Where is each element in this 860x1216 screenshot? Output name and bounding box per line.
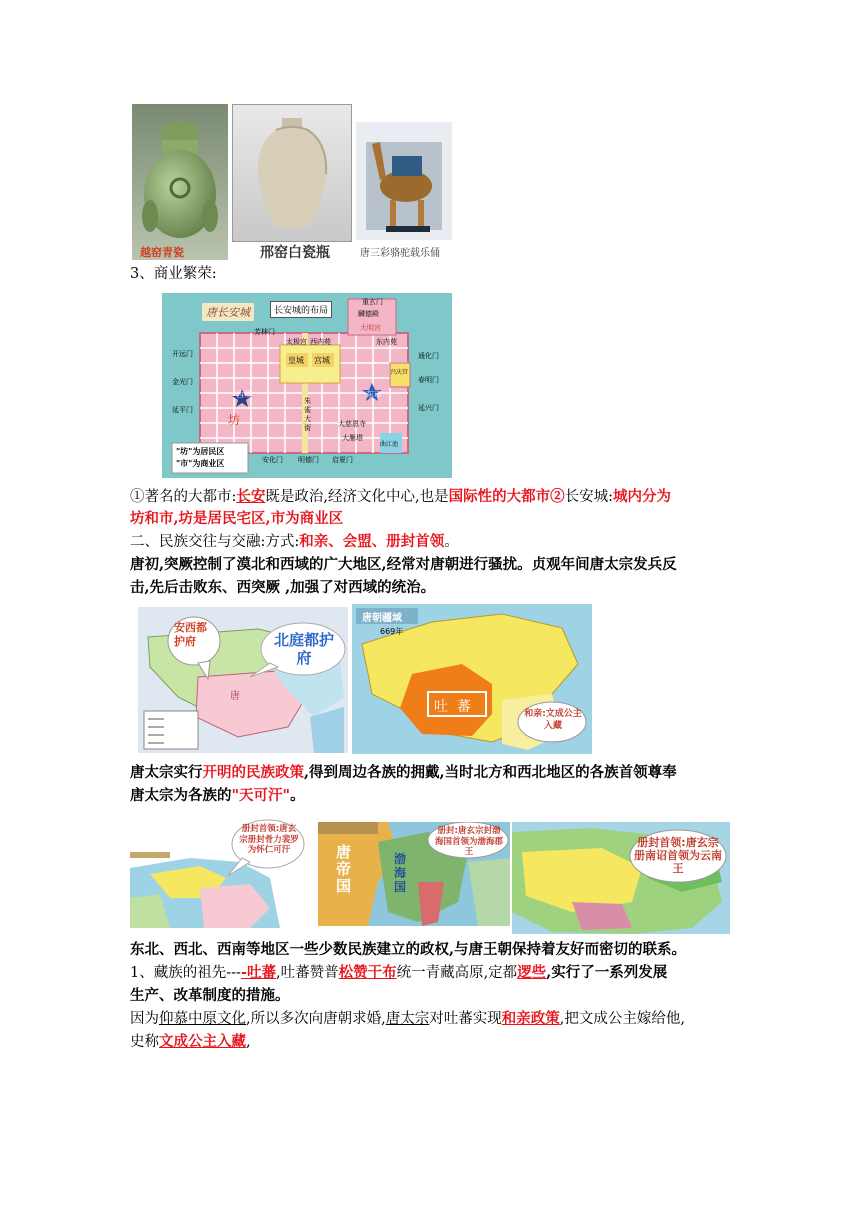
xing-kiln-caption: 邢窑白瓷瓶 xyxy=(260,245,330,261)
gate-anhua: 安化门 xyxy=(262,456,283,464)
nanzhao-bubble: 册封首领:唐玄宗册南诏首领为云南王 xyxy=(634,836,722,875)
gate-mingde: 明德门 xyxy=(298,456,319,464)
para-taizong-line1: 唐太宗实行开明的民族政策,得到周边各族的拥戴,当时北方和西北地区的各族首领尊奉 xyxy=(130,764,677,781)
gate-chunming: 春明门 xyxy=(418,376,439,384)
place-dongshi: 东市 xyxy=(366,390,382,399)
gate-jinguang: 金光门 xyxy=(172,378,193,386)
para-taizong-line2: 唐太宗为各族的"天可汗"。 xyxy=(130,787,305,804)
tang-domain-year: 669年 xyxy=(380,627,404,636)
place-xingqing: 兴庆宫 xyxy=(390,369,409,376)
para-tibet-line1: 1、藏族的祖先----吐蕃,吐蕃赞普松赞干布统一青藏高原,定都逻些,实行了一系列发展 xyxy=(130,964,668,981)
huigu-map xyxy=(130,818,312,928)
map-legend-fang: "坊"为居民区 xyxy=(176,447,225,456)
gate-tonghua: 通化门 xyxy=(418,352,439,360)
place-daci-en: 大慈恩寺 xyxy=(338,420,366,428)
place-huangcheng: 皇城 xyxy=(288,356,304,365)
place-taiji: 太极宫 xyxy=(286,338,307,346)
tang-sancai-photo xyxy=(356,122,452,262)
tang-empire-label: 唐帝国 xyxy=(336,843,352,895)
beiting-protectorate-label: 北庭都护府 xyxy=(273,631,334,667)
tang-domain-map xyxy=(352,604,592,754)
yue-kiln-photo xyxy=(132,104,228,260)
changan-map-title: 唐长安城 xyxy=(202,303,254,321)
para-great-city-line2: 坊和市,坊是居民宅区,市为商业区 xyxy=(130,510,344,527)
tang-label: 唐 xyxy=(230,691,240,702)
protectorate-map xyxy=(138,607,348,753)
huigu-bubble: 册封首领:唐玄宗册封骨力裴罗为怀仁可汗 xyxy=(239,824,299,855)
place-fang: 坊 xyxy=(228,413,241,427)
anxi-protectorate-label: 安西都护府 xyxy=(174,621,207,648)
section-2-heading: 二、民族交往与交融:方式:和亲、会盟、册封首领。 xyxy=(130,533,459,550)
place-gongcheng: 宫城 xyxy=(314,356,330,365)
bohai-state-label: 渤海国 xyxy=(394,852,407,894)
para-tujue-line2: 击,先后击败东、西突厥 ,加强了对西域的统治。 xyxy=(130,579,436,596)
changan-city-map xyxy=(162,293,452,478)
tang-sancai-caption: 唐三彩骆驼载乐俑 xyxy=(360,248,440,259)
tubo-label: 吐 蕃 xyxy=(434,699,471,715)
place-linde: 麟德殿 xyxy=(358,310,379,318)
heqin-wencheng-bubble: 和亲:文成公主入藏 xyxy=(524,709,582,731)
para-marriage-line2: 史称文成公主入藏, xyxy=(130,1033,251,1050)
place-xishi: 西市 xyxy=(236,390,252,399)
bohai-map xyxy=(318,822,510,926)
para-marriage-line1: 因为仰慕中原文化,所以多次向唐朝求婚,唐太宗对吐蕃实现和亲政策,把文成公主嫁给他, xyxy=(130,1010,685,1027)
place-zhuque: 朱雀大街 xyxy=(304,397,311,432)
changan-layout-label: 长安城的布局 xyxy=(270,301,332,318)
para-tujue-line1: 唐初,突厥控制了漠北和西域的广大地区,经常对唐朝进行骚扰。贞观年间唐太宗发兵反 xyxy=(130,556,677,573)
gate-qixia: 启夏门 xyxy=(332,456,353,464)
xing-kiln-photo xyxy=(232,104,352,262)
gate-chongxuan: 重玄门 xyxy=(362,298,383,306)
para-regimes: 东北、西北、西南等地区一些少数民族建立的政权,与唐王朝保持着友好而密切的联系。 xyxy=(130,941,687,958)
map-legend-shi: "市"为商业区 xyxy=(176,459,225,468)
place-xineiyuan: 西内苑 xyxy=(310,338,331,346)
place-qujiang: 曲江池 xyxy=(380,441,399,448)
gate-yanping: 延平门 xyxy=(172,406,193,414)
gate-yanxing: 延兴门 xyxy=(418,404,439,412)
para-tibet-line2: 生产、改革制度的措施。 xyxy=(130,987,290,1004)
gate-fanglin: 芳林门 xyxy=(254,328,275,336)
nanzhao-map xyxy=(512,822,730,934)
section-3-heading: 3、商业繁荣: xyxy=(130,266,217,282)
place-daming: 大明宫 xyxy=(360,324,381,332)
gate-kaiyuan: 开远门 xyxy=(172,350,193,358)
para-great-city: ①著名的大都市:长安既是政治,经济文化中心,也是国际性的大都市②长安城:城内分为 xyxy=(130,488,671,505)
place-dayan: 大雁塔 xyxy=(342,434,363,442)
yue-kiln-caption: 越窑青瓷 xyxy=(140,246,184,259)
place-dongneiyuan: 东内苑 xyxy=(376,338,397,346)
tang-domain-title: 唐朝疆域 xyxy=(362,613,402,624)
bohai-bubble: 册封:唐玄宗封渤海国首领为渤海郡王 xyxy=(434,826,503,857)
